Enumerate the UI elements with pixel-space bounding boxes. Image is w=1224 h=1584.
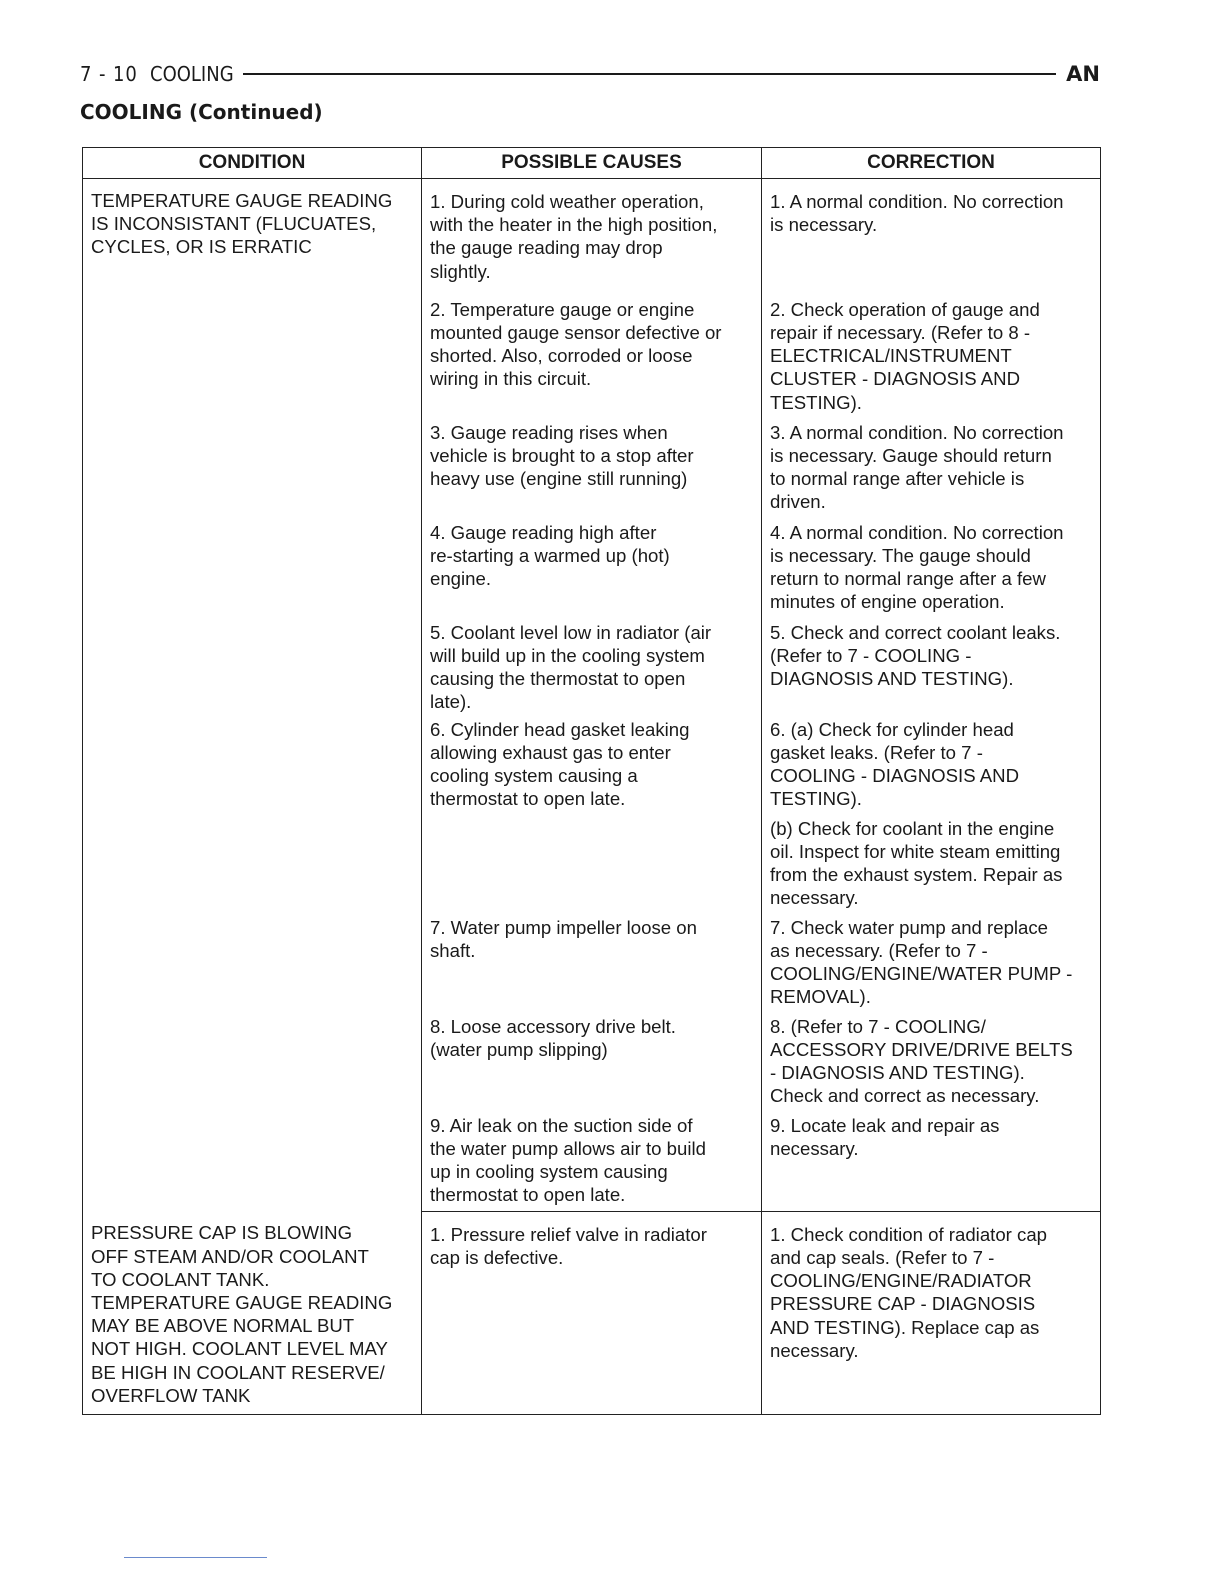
condition-cell [83,1211,422,1415]
cause-cell [422,1114,762,1212]
column-header-causes: POSSIBLE CAUSES [422,148,762,179]
correction-cell [762,521,1101,621]
table-row [83,179,1101,290]
cause-cell [422,621,762,718]
correction-text: 8. (Refer to 7 - COOLING/ ACCESSORY DRIVE/DRIVE BELTS - DIAGNOSIS AND TESTING). Check and correct as necessary. [770,1015,1073,1107]
table-row [83,1211,1101,1415]
correction-text: 9. Locate leak and repair as necessary. [770,1114,1000,1160]
correction-cell [762,421,1101,521]
cause-cell [422,1015,762,1114]
correction-text: 2. Check operation of gauge and repair if necessary. (Refer to 8 - ELECTRICAL/INSTRUMENT CLUSTER - DIAGNOSIS AND TESTING). [770,298,1040,413]
correction-cell [762,1015,1101,1114]
cause-text: 3. Gauge reading rises when vehicle is brought to a stop after heavy use (engine still running) [430,421,694,490]
cause-cell [422,817,762,916]
correction-text: 7. Check water pump and replace as necessary. (Refer to 7 - COOLING/ENGINE/WATER PUMP - REMOVAL). [770,916,1073,1008]
cause-text: 9. Air leak on the suction side of the water pump allows air to build up in cooling system causing thermostat to open late. [430,1114,706,1206]
footer-rule [124,1557,267,1558]
condition-cell [83,179,422,1212]
correction-cell [762,290,1101,421]
correction-text: 1. Check condition of radiator cap and cap seals. (Refer to 7 - COOLING/ENGINE/RADIATOR PRESSURE CAP - DIAGNOSIS AND TESTING). Replace cap as necessary. [770,1223,1047,1361]
correction-text: 5. Check and correct coolant leaks. (Refer to 7 - COOLING - DIAGNOSIS AND TESTING). [770,621,1061,690]
section-title: COOLING [150,62,234,86]
correction-text: 4. A normal condition. No correction is necessary. The gauge should return to normal range after a few minutes of engine operation. [770,521,1064,613]
correction-text: 3. A normal condition. No correction is necessary. Gauge should return to normal range after vehicle is driven. [770,421,1064,513]
condition-text: PRESSURE CAP IS BLOWING OFF STEAM AND/OR COOLANT TO COOLANT TANK. TEMPERATURE GAUGE READING MAY BE ABOVE NORMAL BUT NOT HIGH. COOLANT LEVEL MAY BE HIGH IN COOLANT RESERVE/ OVERFLOW TANK [91,1222,393,1406]
correction-cell [762,916,1101,1015]
diagnosis-table [82,147,1101,1415]
header-rule [243,73,1056,75]
cause-text: 7. Water pump impeller loose on shaft. [430,916,697,962]
cause-text: 1. During cold weather operation, with the heater in the high position, the gauge reading may drop slightly. [430,191,718,282]
cause-text: 6. Cylinder head gasket leaking allowing exhaust gas to enter cooling system causing a thermostat to open late. [430,718,690,810]
cause-cell [422,916,762,1015]
vehicle-code: AN [1066,62,1100,86]
correction-text: 6. (a) Check for cylinder head gasket leaks. (Refer to 7 - COOLING - DIAGNOSIS AND TESTING). [770,718,1019,810]
cause-cell [422,521,762,621]
page-header [80,60,1100,88]
cause-text: 8. Loose accessory drive belt. (water pump slipping) [430,1015,676,1061]
correction-cell [762,621,1101,718]
correction-text: (b) Check for coolant in the engine oil. Inspect for white steam emitting from the exhaust system. Repair as necessary. [770,817,1063,909]
table-header-row [83,148,1101,179]
cause-cell [422,179,762,290]
correction-cell [762,817,1101,916]
correction-cell [762,179,1101,290]
correction-text: 1. A normal condition. No correction is necessary. [770,191,1064,236]
condition-text: TEMPERATURE GAUGE READING IS INCONSISTANT (FLUCUATES, CYCLES, OR IS ERRATIC [91,190,393,258]
cause-text: 5. Coolant level low in radiator (air will build up in the cooling system causing the thermostat to open late). [430,621,712,713]
cause-text: 4. Gauge reading high after re-starting a warmed up (hot) engine. [430,521,670,590]
cause-cell [422,1211,762,1415]
correction-cell [762,1114,1101,1212]
correction-cell [762,718,1101,817]
correction-cell [762,1211,1101,1415]
cause-cell [422,290,762,421]
cause-cell [422,718,762,817]
page-number: 7 - 10 [80,62,138,86]
column-header-correction: CORRECTION [762,148,1101,179]
cause-text: 1. Pressure relief valve in radiator cap is defective. [430,1223,707,1269]
page-subtitle: COOLING (Continued) [80,100,323,124]
cause-text: 2. Temperature gauge or engine mounted gauge sensor defective or shorted. Also, corroded or loose wiring in this circuit. [430,298,722,390]
cause-cell [422,421,762,521]
column-header-condition: CONDITION [83,148,422,179]
